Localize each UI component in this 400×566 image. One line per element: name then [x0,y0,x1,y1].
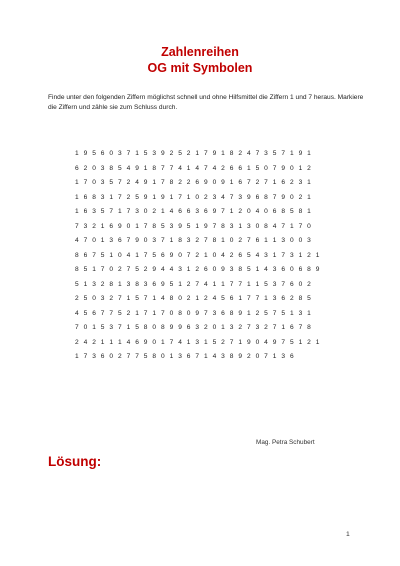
digit-row: 2 4 2 1 1 1 4 6 9 0 1 7 4 1 3 1 5 2 7 1 9 0 4 9 7 5 1 2 1 [75,338,321,346]
digit-row: 6 2 0 3 8 5 4 9 1 8 7 7 4 1 4 7 4 2 6 6 1 5 0 7 9 0 1 2 [75,164,313,172]
digit-grid [75,147,335,365]
title-line-2: OG mit Symbolen [147,61,253,75]
digit-row: 5 1 3 2 8 1 3 8 3 6 9 5 1 2 7 4 1 1 7 7 1 1 5 3 7 6 0 2 [75,280,313,288]
digit-row: 4 7 0 1 3 6 7 9 0 3 7 1 8 3 2 7 8 1 0 2 7 6 1 1 3 0 0 3 [75,237,313,244]
digit-row: 1 7 3 6 0 2 7 7 5 8 0 1 3 6 7 1 4 3 8 9 2 0 7 1 3 6 [75,353,296,360]
digit-row: 2 5 0 3 2 7 1 5 7 1 4 8 0 2 1 2 4 5 6 1 7 7 1 3 6 2 8 5 [75,295,313,302]
digit-row: 8 5 1 7 0 2 7 5 2 9 4 4 3 1 2 6 0 9 3 8 5 1 4 3 6 0 6 8 9 [75,266,321,273]
author-name: Mag. Petra Schubert [256,439,315,446]
digit-row: 1 6 3 5 7 1 7 3 0 2 1 4 6 6 3 6 9 7 1 2 0 4 0 6 8 5 8 1 [75,208,313,215]
digit-row: 8 6 7 5 1 0 4 1 7 5 6 9 0 7 2 1 0 4 2 6 5 4 3 1 7 3 1 2 1 [75,251,321,259]
digit-row: 1 6 8 3 1 7 2 5 9 1 9 1 7 1 0 2 3 4 7 3 9 6 8 7 9 0 2 1 [75,193,313,201]
digit-row: 7 3 2 1 6 9 0 1 7 8 5 3 9 5 1 9 7 8 3 1 3 0 8 4 7 1 7 0 [75,222,313,230]
solution-label: Lösung: [48,454,102,469]
intro-paragraph: Finde unter den folgenden Ziffern möglichst schnell und ohne Hilfsmittel die Ziffern 1 und 7 heraus. Markiere die Ziffern und zähle sie zum Schluss durch. [48,94,364,111]
digit-row: 4 5 6 7 7 5 2 1 7 1 7 0 8 0 9 7 3 6 8 9 1 2 5 7 5 1 3 1 [75,309,313,317]
digit-row: 1 7 0 3 5 7 2 4 9 1 7 8 2 2 6 9 0 9 1 6 7 2 7 1 6 2 3 1 [75,179,313,186]
page-number: 1 [346,531,350,538]
digit-row: 1 9 5 6 0 3 7 1 5 3 9 2 5 2 1 7 9 1 8 2 4 7 3 5 7 1 9 1 [75,150,313,157]
digit-row: 7 0 1 5 3 7 1 5 8 0 8 9 9 6 3 2 0 1 3 2 7 3 2 7 1 6 7 8 [75,324,313,331]
title-line-1: Zahlenreihen [161,45,239,59]
document-title [0,44,400,76]
